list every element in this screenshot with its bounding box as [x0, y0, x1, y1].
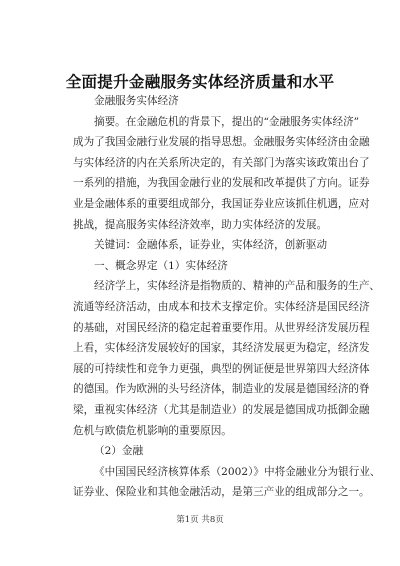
keywords-line: 关键词：金融体系，证券业，实体经济，创新驱动 — [94, 239, 328, 252]
abstract-line: 成为了我国金融行业发展的指导思想。金融服务实体经济由金融 — [73, 136, 370, 149]
document-title: 全面提升金融服务实体经济质量和水平 — [65, 72, 335, 91]
paragraph-line: 危机与欧债危机影响的重要原因。 — [73, 424, 232, 437]
subsection-heading: （2）金融 — [94, 445, 144, 458]
paragraph-line: 经济学上，实体经济是指物质的、精神的产品和服务的生产、 — [94, 280, 381, 293]
abstract-line: 业是金融体系的重要组成部分，我国证券业应该抓住机遇，应对 — [73, 197, 370, 210]
page-number-footer: 第1页 共8页 — [176, 515, 224, 525]
abstract-line: 摘要。在金融危机的背景下，提出的“金融服务实体经济” — [94, 115, 360, 128]
abstract-line: 挑战，提高服务实体经济效率，助力实体经济的发展。 — [73, 218, 328, 231]
section-heading: 一、概念界定（1）实体经济 — [94, 259, 228, 272]
document-body — [73, 91, 381, 503]
paragraph-line: 证券业、保险业和其他金融活动，是第三产业的组成部分之一。 — [73, 486, 370, 499]
paragraph-line: 的德国。作为欧洲的头号经济体，制造业的发展是德国经济的脊 — [73, 383, 370, 396]
paragraph-line: 上看，实体经济发展较好的国家，其经济发展更为稳定，经济发 — [73, 342, 370, 355]
abstract-line: 与实体经济的内在关系所决定的，有关部门为落实该政策出台了 — [73, 156, 370, 169]
paragraph-line: 流通等经济活动，由成本和技术支撑定价。实体经济是国民经济 — [73, 300, 370, 313]
paragraph-line: 的基础，对国民经济的稳定起着重要作用。从世界经济发展历程 — [73, 321, 370, 334]
subtitle-line: 金融服务实体经济 — [94, 95, 179, 107]
paragraph-line: 《中国国民经济核算体系（2002）》中将金融业分为银行业、 — [94, 465, 381, 478]
abstract-line: 一系列的措施，为我国金融行业的发展和改革提供了方向。证券 — [73, 177, 370, 190]
paragraph-line: 展的可持续性和竞争力更强，典型的例证便是世界第四大经济体 — [73, 362, 370, 375]
paragraph-line: 梁，重视实体经济（尤其是制造业）的发展是德国成功抵御金融 — [73, 403, 370, 416]
